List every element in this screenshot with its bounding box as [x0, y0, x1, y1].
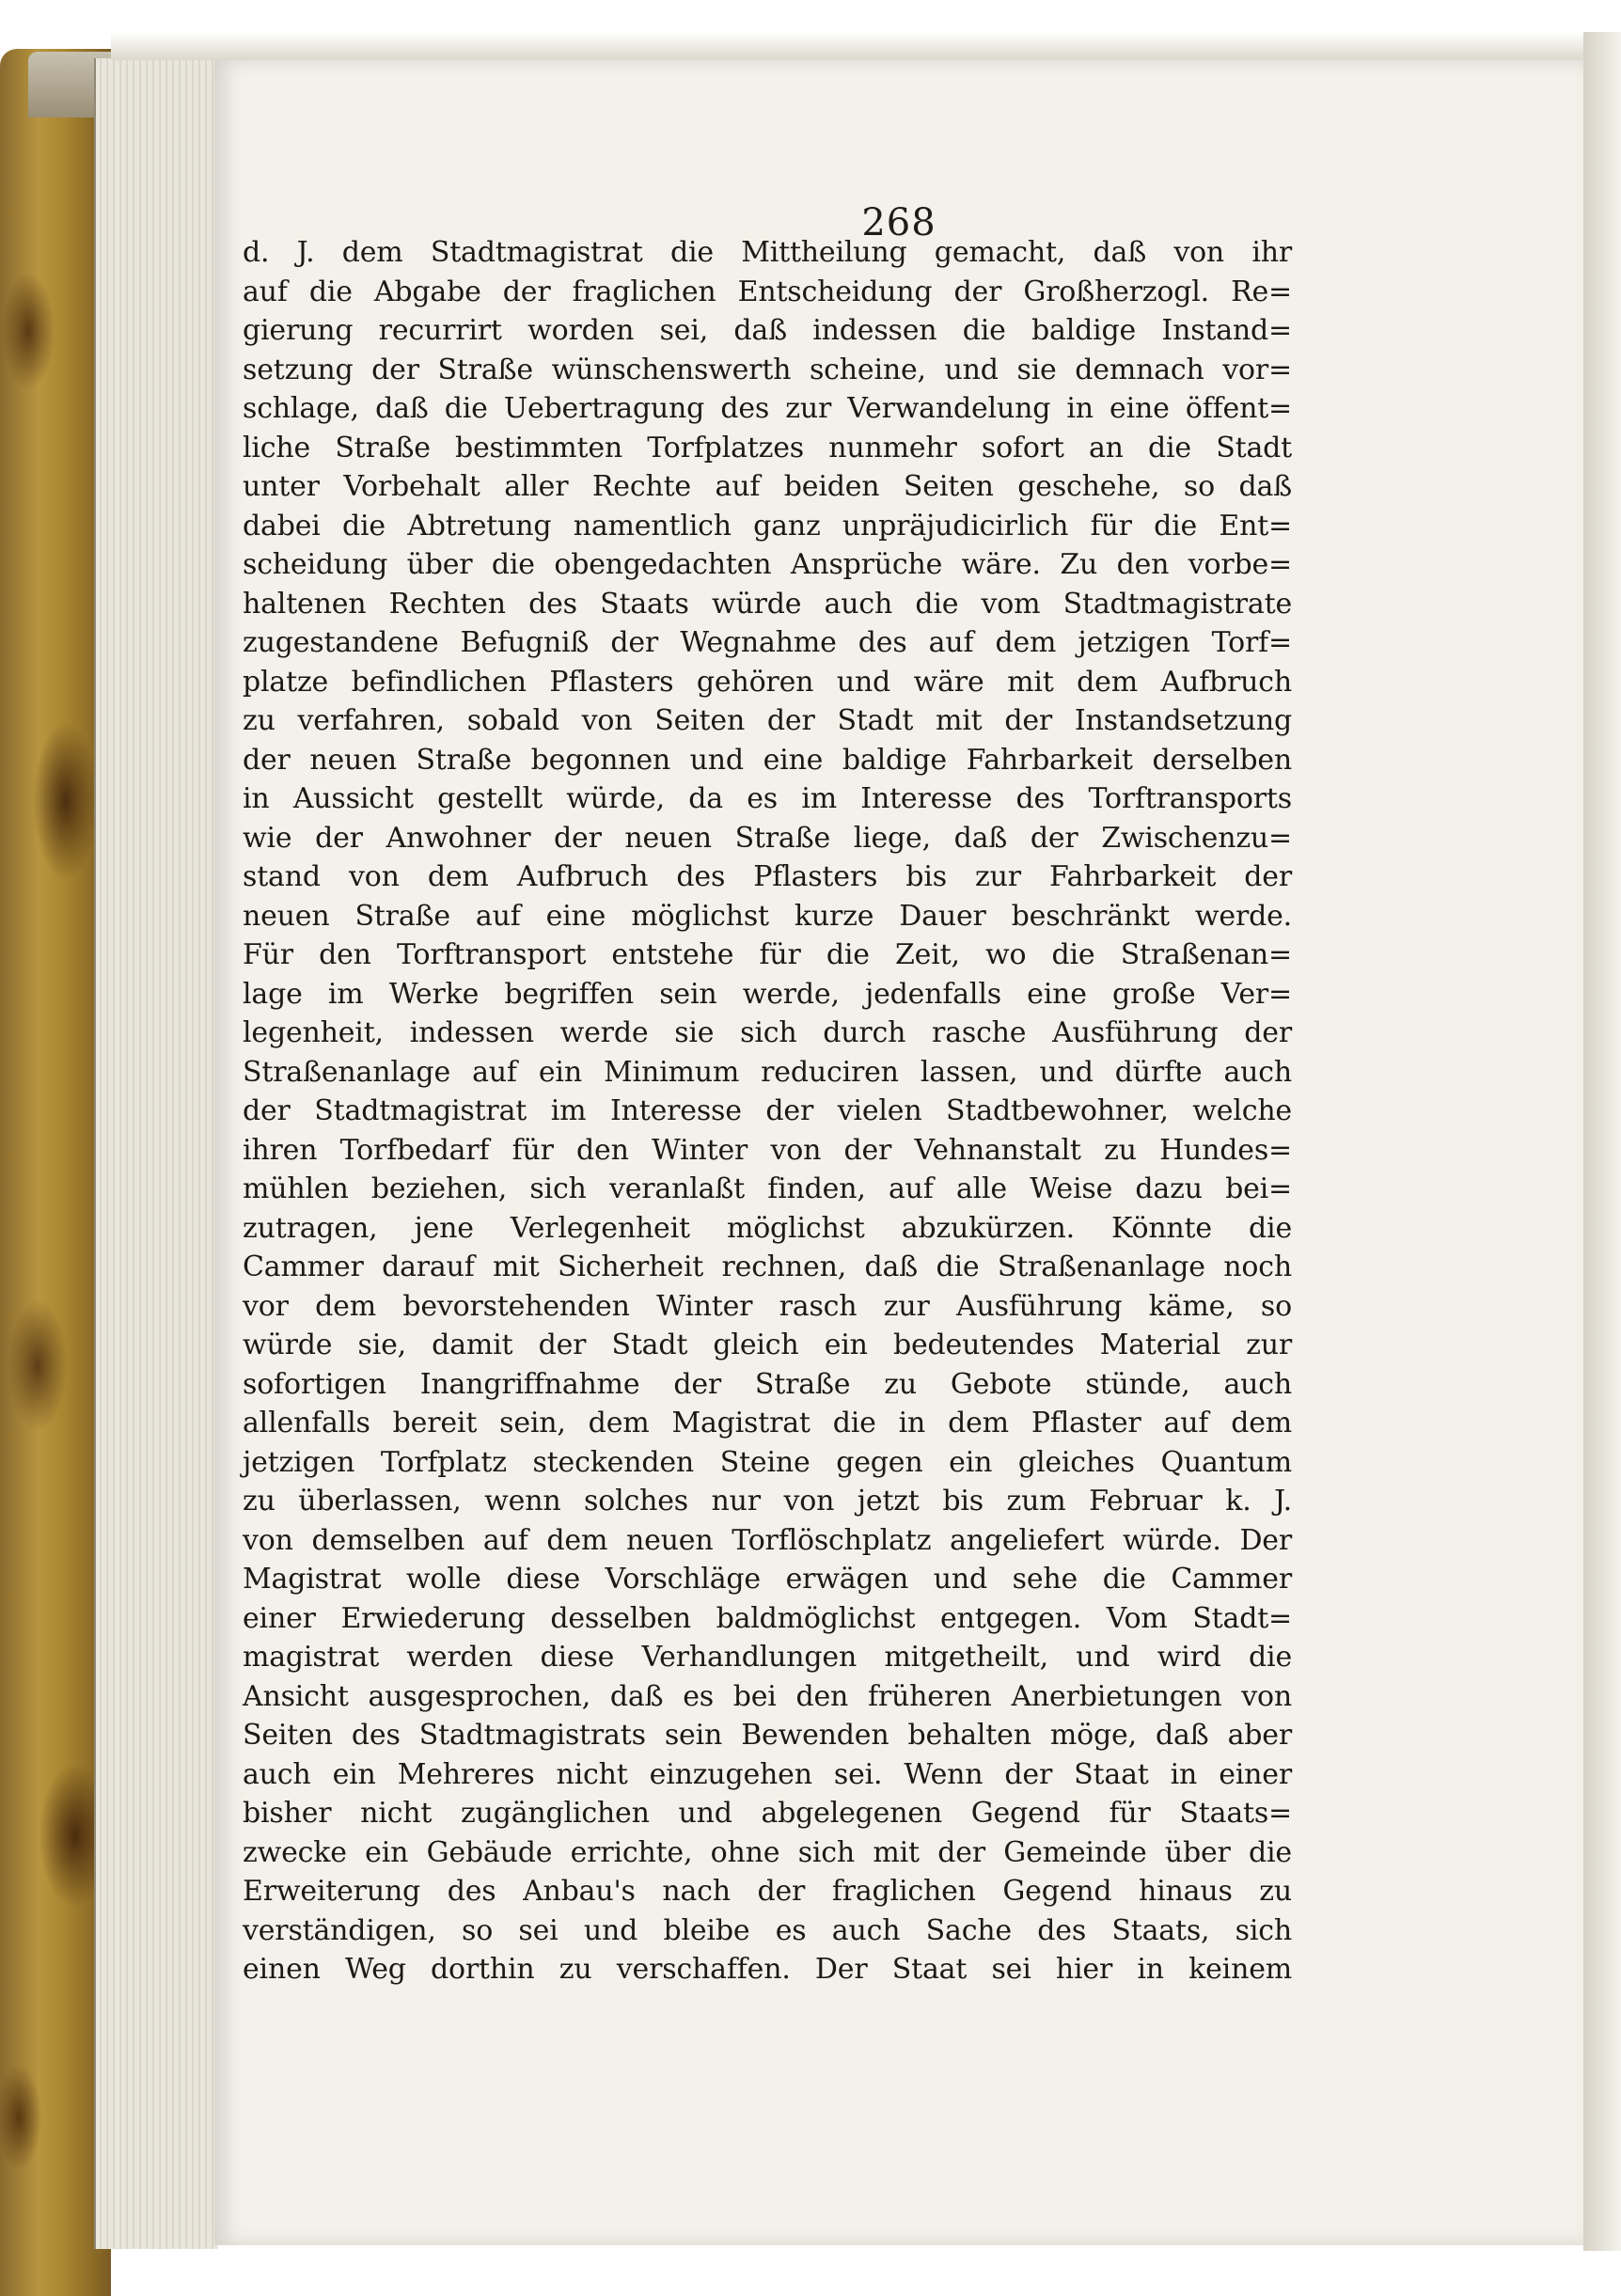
text-line: neuen Straße auf eine möglichst kurze Dauer beschränkt werde. [243, 899, 1292, 933]
text-line: verständigen, so sei und bleibe es auch Sache des Staats, sich [243, 1913, 1292, 1947]
text-line: von demselben auf dem neuen Torflöschplatz angeliefert würde. Der [243, 1523, 1292, 1557]
text-line: einer Erwiederung desselben baldmöglichst entgegen. Vom Stadt= [243, 1601, 1292, 1635]
text-line: jetzigen Torfplatz steckenden Steine gegen ein gleiches Quantum [243, 1445, 1292, 1479]
text-line: zwecke ein Gebäude errichte, ohne sich mit der Gemeinde über die [243, 1835, 1292, 1869]
page-number: 268 [861, 201, 936, 244]
text-line: auf die Abgabe der fraglichen Entscheidung der Großherzogl. Re= [243, 275, 1292, 308]
text-line: der neuen Straße begonnen und eine baldige Fahrbarkeit derselben [243, 743, 1292, 777]
text-line: Seiten des Stadtmagistrats sein Bewenden behalten möge, daß aber [243, 1719, 1292, 1752]
text-line: ihren Torfbedarf für den Winter von der Vehnanstalt zu Hundes= [243, 1133, 1292, 1167]
body-text [243, 233, 1292, 1989]
text-line: allenfalls bereit sein, dem Magistrat die in dem Pflaster auf dem [243, 1407, 1292, 1439]
text-line: gierung recurrirt worden sei, daß indessen die baldige Instand= [243, 314, 1292, 347]
text-line: Magistrat wolle diese Vorschläge erwägen und sehe die Cammer [243, 1563, 1292, 1596]
text-line: Für den Torftransport entstehe für die Zeit, wo die Straßenan= [243, 938, 1292, 971]
page-edges [94, 58, 218, 2249]
text-line: Erweiterung des Anbau's nach der fraglichen Gegend hinaus zu [243, 1875, 1292, 1908]
text-line: unter Vorbehalt aller Rechte auf beiden Seiten geschehe, so daß [243, 470, 1292, 503]
text-line: legenheit, indessen werde sie sich durch rasche Ausführung der [243, 1016, 1292, 1049]
text-line: stand von dem Aufbruch des Pflasters bis zur Fahrbarkeit der [243, 860, 1292, 893]
text-line: in Aussicht gestellt würde, da es im Interesse des Torftransports [243, 782, 1292, 815]
text-line: vor dem bevorstehenden Winter rasch zur Ausführung käme, so [243, 1289, 1292, 1323]
text-line: schlage, daß die Uebertragung des zur Verwandelung in eine öffent= [243, 392, 1292, 425]
text-line: der Stadtmagistrat im Interesse der vielen Stadtbewohner, welche [243, 1094, 1292, 1127]
text-line: magistrat werden diese Verhandlungen mitgetheilt, und wird die [243, 1641, 1292, 1674]
text-line: scheidung über die obengedachten Ansprüche wäre. Zu den vorbe= [243, 548, 1292, 581]
text-line: würde sie, damit der Stadt gleich ein bedeutendes Material zur [243, 1329, 1292, 1361]
text-line: d. J. dem Stadtmagistrat die Mittheilung gemacht, daß von ihr [243, 236, 1292, 269]
text-line: Straßenanlage auf ein Minimum reduciren lassen, und dürfte auch [243, 1055, 1292, 1089]
text-line: einen Weg dorthin zu verschaffen. Der Staat sei hier in keinem [243, 1953, 1292, 1986]
text-line: wie der Anwohner der neuen Straße liege, daß der Zwischenzu= [243, 821, 1292, 855]
text-line: haltenen Rechten des Staats würde auch die vom Stadtmagistrate [243, 587, 1292, 621]
text-line: zutragen, jene Verlegenheit möglichst abzukürzen. Könnte die [243, 1211, 1292, 1245]
text-line: lage im Werke begriffen sein werde, jedenfalls eine große Ver= [243, 977, 1292, 1011]
text-line: Cammer darauf mit Sicherheit rechnen, daß die Straßenanlage noch [243, 1250, 1292, 1283]
text-line: mühlen beziehen, sich veranlaßt finden, auf alle Weise dazu bei= [243, 1172, 1292, 1205]
text-line: liche Straße bestimmten Torfplatzes nunmehr sofort an die Stadt [243, 431, 1292, 464]
text-line: auch ein Mehreres nicht einzugehen sei. Wenn der Staat in einer [243, 1757, 1292, 1791]
right-edge [1583, 32, 1621, 2251]
text-line: dabei die Abtretung namentlich ganz unpräjudicirlich für die Ent= [243, 509, 1292, 543]
top-edge [111, 32, 1621, 60]
text-line: Ansicht ausgesprochen, daß es bei den früheren Anerbietungen von [243, 1679, 1292, 1713]
text-line: platze befindlichen Pflasters gehören und wäre mit dem Aufbruch [243, 665, 1292, 699]
text-line: zu verfahren, sobald von Seiten der Stadt mit der Instandsetzung [243, 704, 1292, 737]
text-line: zu überlassen, wenn solches nur von jetzt bis zum Februar k. J. [243, 1485, 1292, 1518]
text-line: sofortigen Inangriffnahme der Straße zu Gebote stünde, auch [243, 1367, 1292, 1401]
text-line: bisher nicht zugänglichen und abgelegenen Gegend für Staats= [243, 1797, 1292, 1830]
text-line: zugestandene Befugniß der Wegnahme des auf dem jetzigen Torf= [243, 626, 1292, 659]
text-line: setzung der Straße wünschenswerth scheine, und sie demnach vor= [243, 353, 1292, 386]
